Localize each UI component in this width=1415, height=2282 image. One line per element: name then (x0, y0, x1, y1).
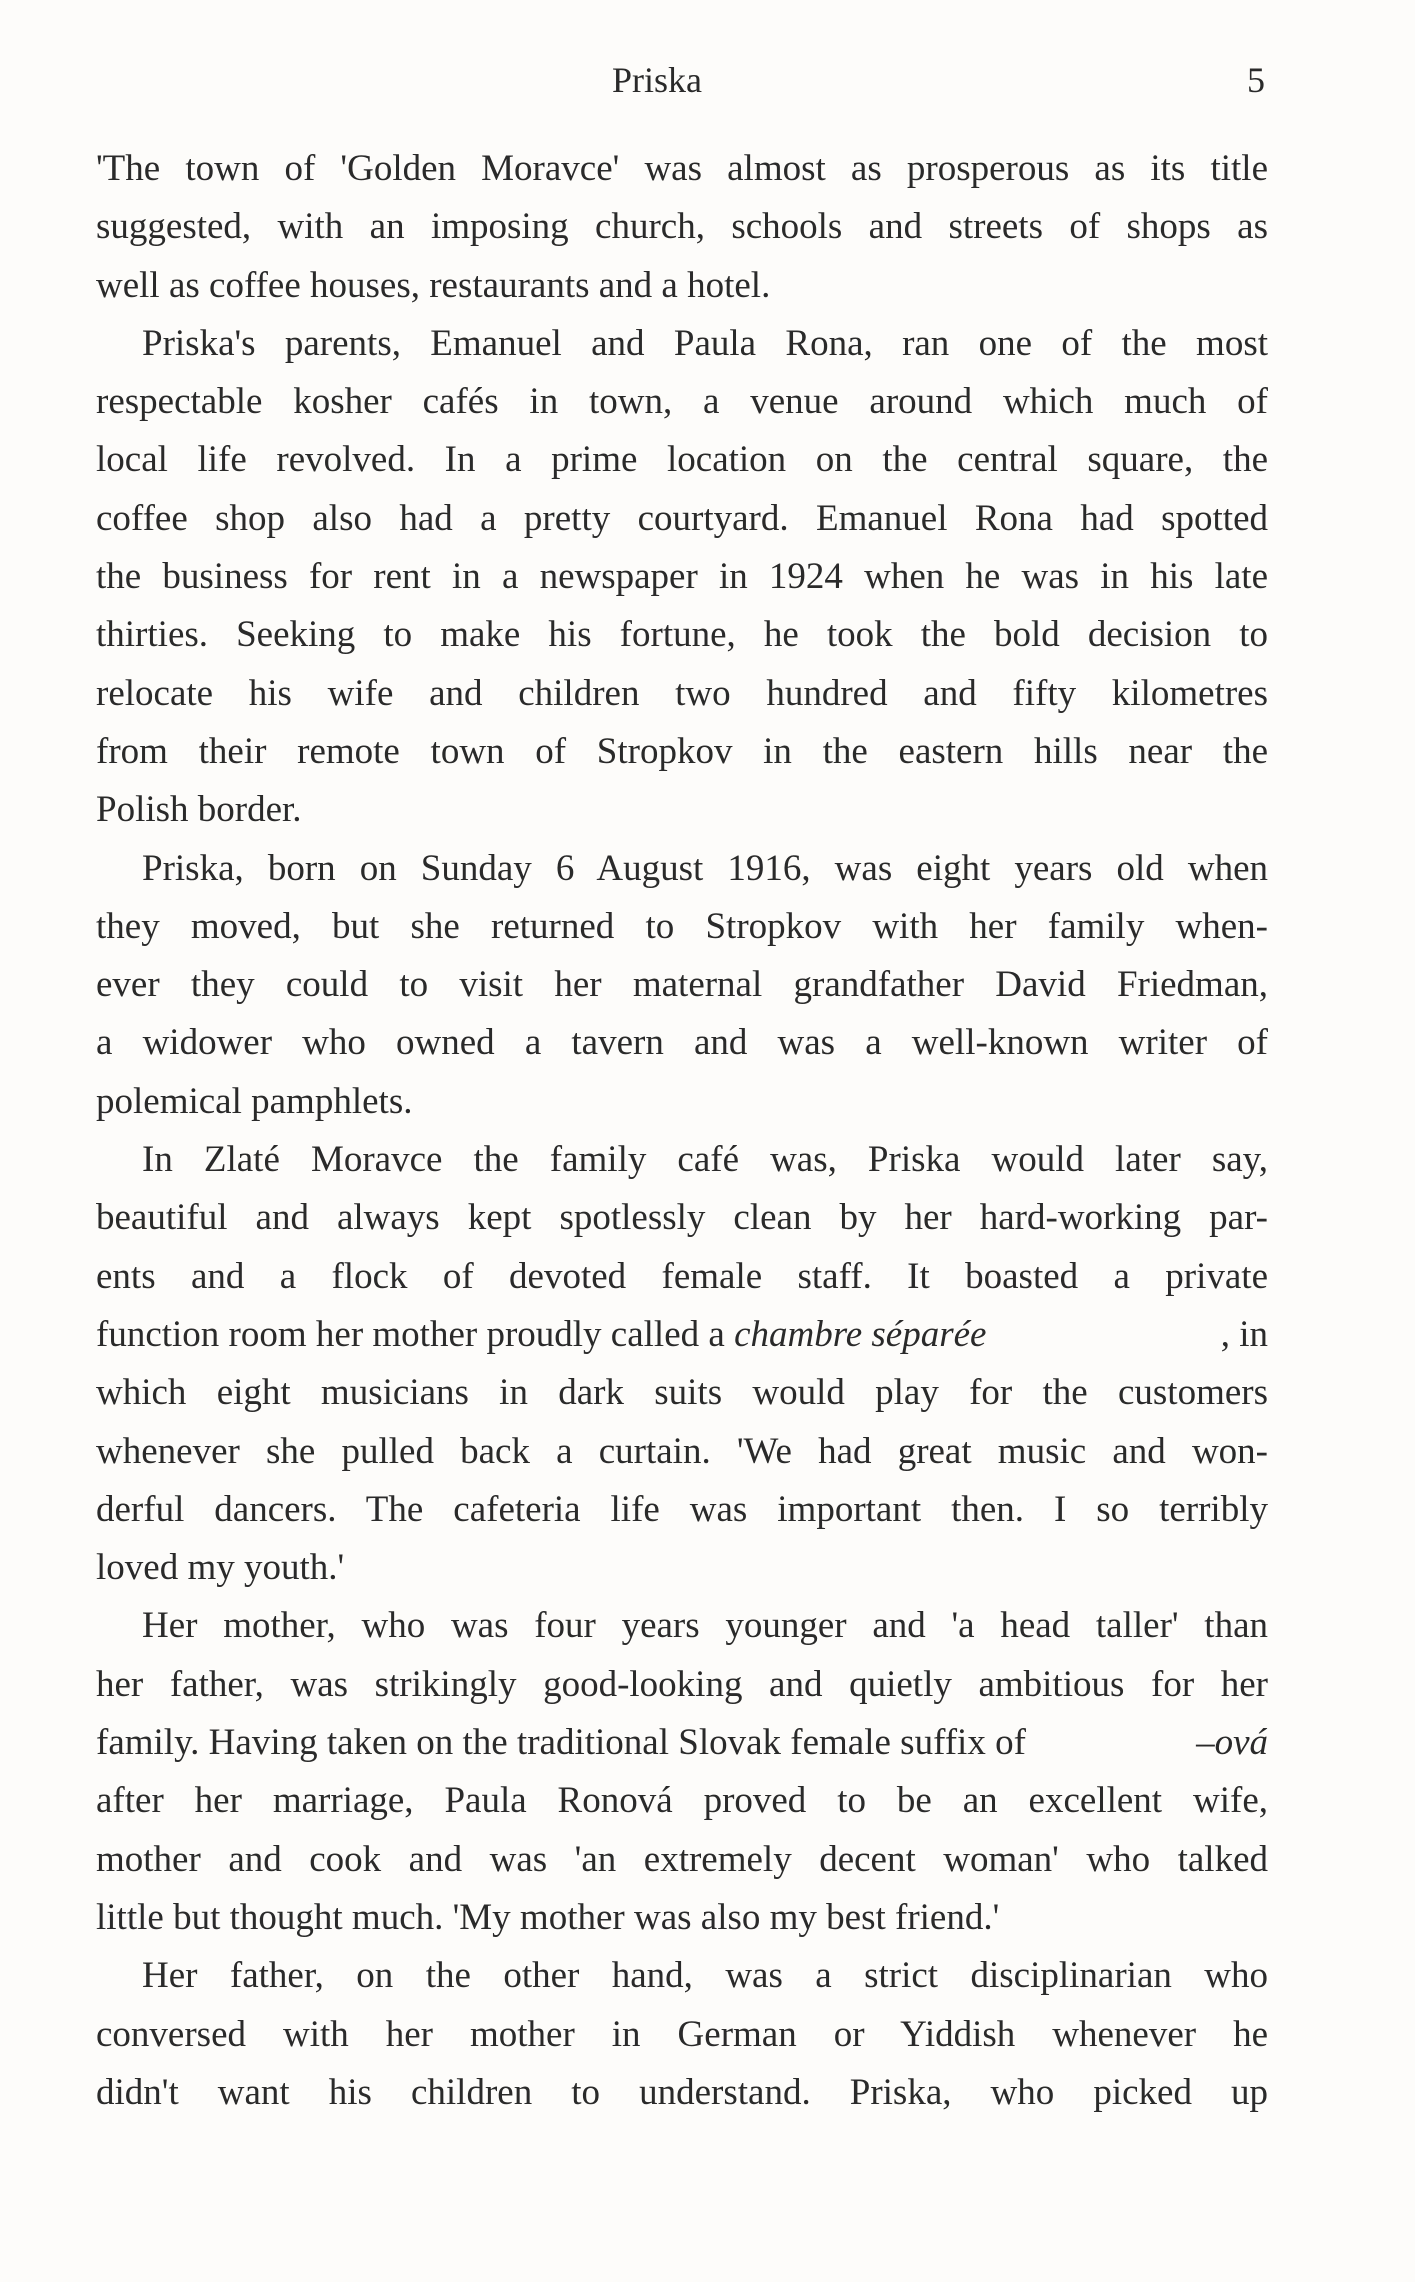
text-line: derful dancers. The cafeteria life was important then. I so terribly (96, 1488, 1268, 1530)
text-line: didn't want his children to understand. Priska, who picked up (96, 2071, 1268, 2113)
page-number: 5 (1247, 60, 1265, 100)
paragraph (96, 1597, 1268, 1947)
text-line: local life revolved. In a prime location on the central square, the (96, 439, 1268, 481)
italic-suffix: –ová (1196, 1722, 1268, 1764)
text-line: Priska's parents, Emanuel and Paula Rona, ran one of the most (142, 322, 1268, 364)
text-line: mother and cook and was 'an extremely decent woman' who talked (96, 1838, 1268, 1880)
text-line: little but thought much. 'My mother was also my best friend.' (96, 1896, 1000, 1938)
text-line: her father, was strikingly good-looking and quietly ambitious for her (96, 1663, 1268, 1705)
text-line: Her father, on the other hand, was a strict disciplinarian who (142, 1955, 1268, 1997)
paragraph (96, 315, 1268, 840)
text-line: Priska, born on Sunday 6 August 1916, was eight years old when (142, 847, 1268, 889)
text-segment: family. Having taken on the traditional Slovak female suffix of (96, 1722, 1036, 1764)
text-line: thirties. Seeking to make his fortune, he took the bold decision to (96, 614, 1268, 656)
text-line: beautiful and always kept spotlessly clean by her hard-working par- (96, 1197, 1268, 1239)
text-line: respectable kosher cafés in town, a venue around which much of (96, 381, 1268, 423)
text-line: polemical pamphlets. (96, 1080, 413, 1122)
text-line: after her marriage, Paula Ronová proved to be an excellent wife, (96, 1780, 1268, 1822)
running-title: Priska (612, 60, 702, 100)
text-line: Her mother, who was four years younger and 'a head taller' than (142, 1605, 1268, 1647)
text-segment: , in (1220, 1313, 1268, 1355)
text-line: loved my youth.' (96, 1547, 345, 1589)
text-line: ents and a flock of devoted female staff. It boasted a private (96, 1255, 1268, 1297)
text-line: the business for rent in a newspaper in 1924 when he was in his late (96, 556, 1268, 598)
text-line: which eight musicians in dark suits would play for the customers (96, 1372, 1268, 1414)
paragraph (96, 1947, 1268, 2122)
text-line-with-italic (96, 1306, 1268, 1364)
paragraph (96, 140, 1268, 315)
text-line: a widower who owned a tavern and was a well-known writer of (96, 1022, 1268, 1064)
text-segment: function room her mother proudly called a (96, 1313, 735, 1355)
running-head (0, 56, 1415, 106)
text-line: Polish border. (96, 789, 302, 831)
paragraph (96, 840, 1268, 1131)
paragraph (96, 1131, 1268, 1597)
italic-phrase-wrap (734, 1306, 1268, 1364)
text-line: conversed with her mother in German or Yiddish whenever he (96, 2013, 1268, 2055)
text-line: In Zlaté Moravce the family café was, Priska would later say, (142, 1139, 1268, 1181)
text-line: suggested, with an imposing church, schools and streets of shops as (96, 206, 1268, 248)
text-line: well as coffee houses, restaurants and a hotel. (96, 264, 771, 306)
text-line: 'The town of 'Golden Moravce' was almost as prosperous as its title (96, 148, 1268, 189)
italic-phrase: chambre séparée (734, 1313, 987, 1355)
text-line: from their remote town of Stropkov in the eastern hills near the (96, 730, 1268, 772)
text-line: ever they could to visit her maternal grandfather David Friedman, (96, 964, 1268, 1006)
text-line-with-italic (96, 1714, 1268, 1772)
text-line: they moved, but she returned to Stropkov with her family when- (96, 905, 1268, 947)
text-line: relocate his wife and children two hundred and fifty kilometres (96, 672, 1268, 714)
text-line: whenever she pulled back a curtain. 'We had great music and won- (96, 1430, 1268, 1472)
body-text (96, 140, 1268, 2122)
text-line: coffee shop also had a pretty courtyard. Emanuel Rona had spotted (96, 497, 1268, 539)
